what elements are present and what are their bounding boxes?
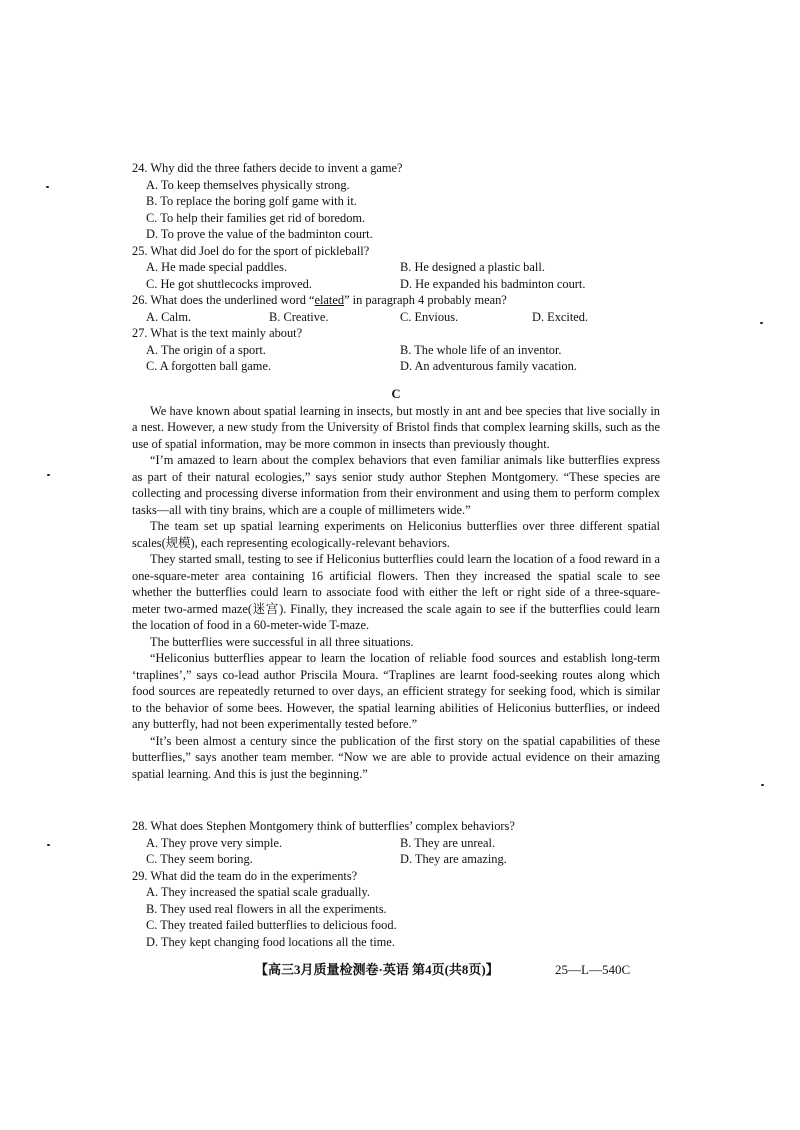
question-28-option-b: B. They are unreal. [400,835,496,850]
question-24-option-a: A. To keep themselves physically strong. [146,177,350,192]
question-28-stem: 28. What does Stephen Montgomery think of butterflies’ complex behaviors? [132,819,515,833]
question-25-option-b: B. He designed a plastic ball. [400,260,545,274]
question-29-stem: 29. What did the team do in the experiments? [132,868,358,883]
question-25-row-2 [132,276,660,293]
question-26-option-a: A. Calm. [146,309,192,324]
question-28-option-a: A. They prove very simple. [146,835,283,850]
passage-paragraph-7: “It’s been almost a century since the publication of the first story on the spatial capabilities of these butterflies,” says another team member. “Now we are able to provide actual evidence on their amazing spatial learning. And this is just the beginning.” [132,733,660,781]
question-29-option-d: D. They kept changing food locations all the time. [146,934,395,949]
question-26-underlined-word: elated [314,293,345,307]
question-26-stem-post: ” in paragraph 4 probably mean? [344,293,507,307]
scan-speck [761,784,764,786]
question-29-option-a: A. They increased the spatial scale gradually. [146,885,370,899]
question-24-stem: 24. Why did the three fathers decide to invent a game? [132,161,403,175]
question-24-option-c: C. To help their families get rid of boredom. [146,210,366,225]
question-29-option-b: B. They used real flowers in all the experiments. [146,901,387,916]
question-27-option-b: B. The whole life of an inventor. [400,342,562,357]
section-c [132,386,660,782]
question-24-option-b: B. To replace the boring golf game with it. [146,194,357,208]
scan-speck [47,474,50,476]
page-footer [255,962,685,979]
passage-paragraph-5: The butterflies were successful in all three situations. [150,634,414,649]
question-26-stem [132,292,660,309]
question-27-option-c: C. A forgotten ball game. [146,359,272,373]
scan-speck [47,844,50,846]
question-25-option-c: C. He got shuttlecocks improved. [146,276,312,291]
passage-paragraph-2: “I’m amazed to learn about the complex behaviors that even familiar animals like butterflies express as part of their natural ecologies,” says senior study author Stephen Montgomery. “These species are collecting and processing diverse information from their environment and using them to perform complex tasks—all with tiny brains, which are a couple of millimeters wide.” [132,453,660,517]
passage-paragraph-3: The team set up spatial learning experiments on Heliconius butterflies over three different spatial scales(规模), each representing ecologically-relevant behaviors. [132,519,660,550]
questions-28-29 [132,818,660,950]
questions-24-27 [132,160,660,375]
question-28-option-c: C. They seem boring. [146,852,253,866]
passage-paragraph-4: They started small, testing to see if Heliconius butterflies could learn the location of a food reward in a one-square-meter area containing 16 artificial flowers. Then they increased the spatial scale to see whether the butterflies could learn to associate food with either the left or right side of a three-square-meter two-armed maze(迷宫). Finally, they increased the scale again to see if the butterflies could learn the location of food in a 60-meter-wide T-maze. [132,552,660,632]
scan-speck [760,322,763,324]
question-28-row-2 [132,851,660,868]
question-26-option-c: C. Envious. [400,309,459,324]
question-24-option-d: D. To prove the value of the badminton court. [146,227,373,241]
question-28-option-d: D. They are amazing. [400,852,507,866]
question-25-option-a: A. He made special paddles. [146,260,288,274]
question-27-option-d: D. An adventurous family vacation. [400,359,577,373]
question-27-row-1 [132,342,660,359]
question-29-option-c: C. They treated failed butterflies to delicious food. [146,918,397,932]
question-28-row-1 [132,835,660,852]
footer-code: 25—L—540C [555,962,631,977]
scan-speck [46,186,49,188]
question-26-option-b: B. Creative. [269,309,329,324]
question-26-option-d: D. Excited. [532,309,589,324]
question-27-option-a: A. The origin of a sport. [146,342,266,357]
question-26-options [132,309,660,326]
passage-paragraph-6: “Heliconius butterflies appear to learn the location of reliable food sources and establish long-term ‘traplines’,” says co-lead author Priscila Moura. “Traplines are learnt food-seeking routes along which food sources are repeatedly returned to over days, an efficient strategy for seeking food, which is similar to the behavior of some bees. However, the spatial learning abilities of Heliconius butterflies, or indeed any butterfly, had not been experimentally tested before.” [132,651,660,731]
question-26-stem-pre: 26. What does the underlined word “ [132,293,315,307]
section-c-heading: C [391,387,401,401]
footer-title: 【高三3月质量检测卷·英语 第4页(共8页)】 [255,962,499,977]
passage-paragraph-1: We have known about spatial learning in insects, but mostly in ant and bee species that live socially in a nest. However, a new study from the University of Bristol finds that complex learning skills, such as the use of spatial information, may be more common in insects than previously thought. [132,403,660,451]
question-27-row-2 [132,358,660,375]
question-25-stem: 25. What did Joel do for the sport of pickleball? [132,243,370,258]
question-25-row-1 [132,259,660,276]
question-27-stem: 27. What is the text mainly about? [132,326,303,340]
question-25-option-d: D. He expanded his badminton court. [400,276,586,291]
